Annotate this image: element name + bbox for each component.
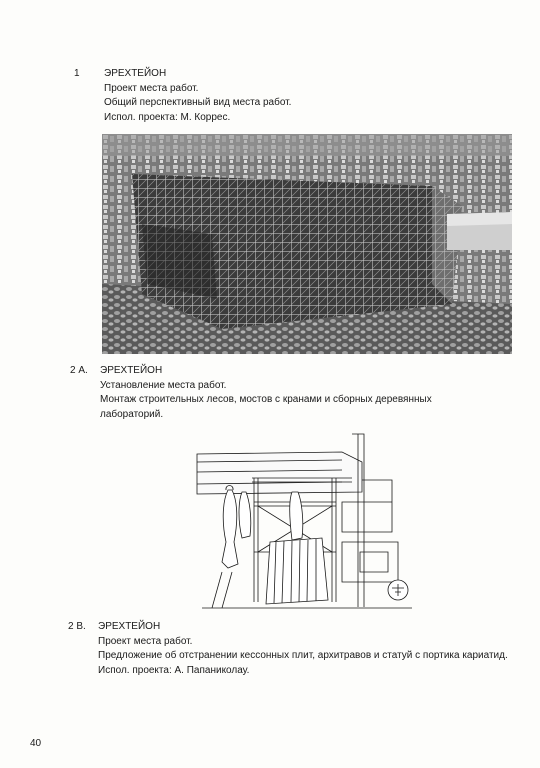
- caption-line: Установление места работ.: [100, 379, 227, 391]
- caption-number: 2 В.: [68, 621, 86, 632]
- scaffolding-photo: [102, 134, 512, 354]
- caption-number: 2 А.: [70, 365, 88, 376]
- caption-line: Общий перспективный вид места работ.: [104, 97, 292, 108]
- caption-line: Проект места работ.: [104, 82, 199, 94]
- page-number: 40: [30, 738, 42, 749]
- caption-line: Испол. проекта: А. Папаниколау.: [98, 664, 250, 676]
- caption-line: Предложение об отстранении кессонных плит, архитравов и статуй с портика кариатид.: [98, 650, 508, 661]
- caption-number: 1: [74, 68, 80, 79]
- caption-title: ЭРЕХТЕЙОН: [104, 68, 167, 79]
- worksite-drawing-image: [192, 432, 414, 610]
- worksite-drawing: [192, 432, 414, 610]
- caption-line: Испол. проекта: М. Коррес.: [104, 111, 231, 123]
- caption-title: ЭРЕХТЕЙОН: [100, 365, 163, 376]
- caption-line: Проект места работ.: [98, 635, 193, 647]
- caption-title: ЭРЕХТЕЙОН: [98, 621, 161, 632]
- caption-line: Монтаж строительных лесов, мостов с кранами и сборных деревянных лабораторий.: [100, 394, 432, 420]
- scaffolding-photo-image: [102, 134, 512, 354]
